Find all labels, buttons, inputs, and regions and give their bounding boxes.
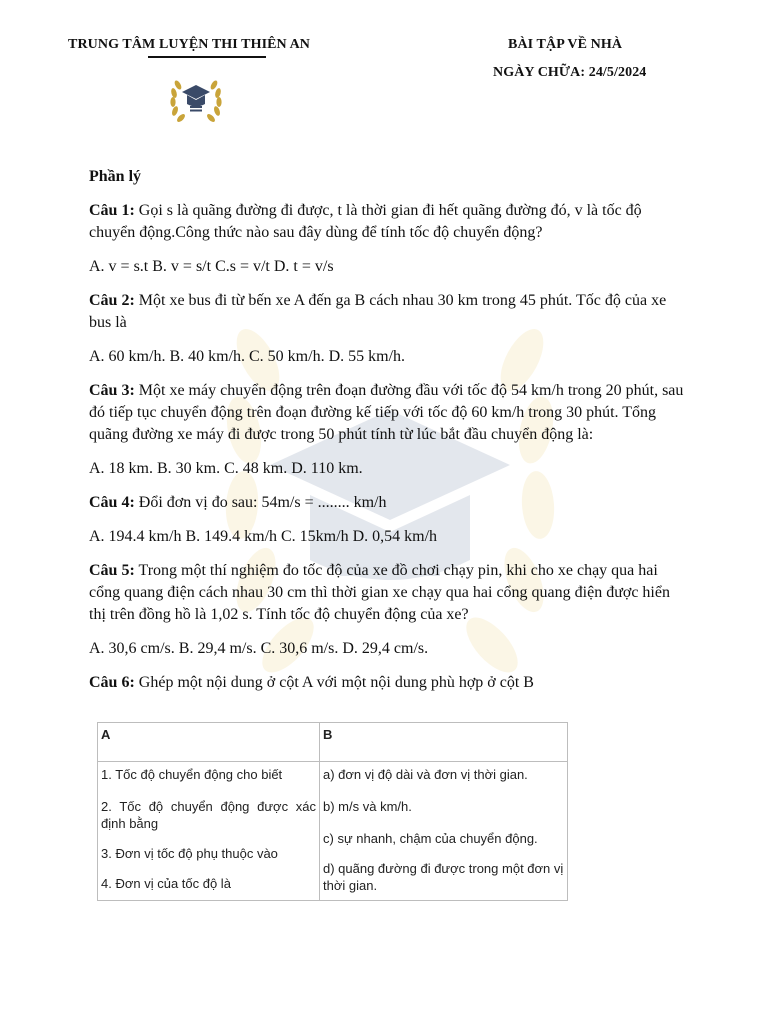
matching-table — [97, 722, 568, 901]
question-4 — [89, 492, 689, 514]
question-5 — [89, 560, 689, 626]
question-text: Trong một thí nghiệm đo tốc độ của xe đồ chơi chạy pin, khi cho xe chạy qua hai cổng quang điện cách nhau 30 cm thì thời gian xe chạy qua hai cổng quang điện được hiển thị trên đồng hồ là 1,02 s. Tính tốc độ chuyển động của xe? — [89, 562, 670, 623]
center-name: TRUNG TÂM LUYỆN THI THIÊN AN — [68, 37, 311, 52]
question-label: Câu 2: — [89, 292, 135, 309]
column-a-item: 2. Tốc độ chuyển động được xác định bằng — [101, 799, 316, 831]
question-3-options: A. 18 km. B. 30 km. C. 48 km. D. 110 km. — [89, 460, 363, 477]
center-logo-image — [166, 76, 226, 126]
column-a-item: 4. Đơn vị của tốc độ là — [101, 876, 231, 891]
question-label: Câu 1: — [89, 202, 135, 219]
correction-date: NGÀY CHỮA: 24/5/2024 — [493, 65, 647, 80]
column-a-item: 1. Tốc độ chuyển động cho biết — [101, 767, 283, 782]
question-label: Câu 4: — [89, 494, 135, 511]
question-1-options: A. v = s.t B. v = s/t C.s = v/t D. t = v/s — [89, 258, 334, 275]
question-label: Câu 6: — [89, 674, 135, 691]
center-name-underline — [148, 56, 266, 58]
column-a-header: A — [98, 723, 320, 762]
question-5-options: A. 30,6 cm/s. B. 29,4 m/s. C. 30,6 m/s. D. 29,4 cm/s. — [89, 640, 429, 657]
column-b-item: c) sự nhanh, chậm của chuyển động. — [323, 831, 538, 846]
question-4-options: A. 194.4 km/h B. 149.4 km/h C. 15km/h D. 0,54 km/h — [89, 528, 438, 545]
question-1 — [89, 200, 689, 244]
question-text: Gọi s là quãng đường đi được, t là thời gian đi hết quãng đường đó, v là tốc độ chuyển động.Công thức nào sau đây dùng để tính tốc độ chuyển động? — [89, 202, 642, 241]
column-a-item: 3. Đơn vị tốc độ phụ thuộc vào — [101, 846, 278, 861]
column-a-cell — [98, 762, 320, 901]
question-6 — [89, 672, 689, 694]
section-title: Phần lý — [89, 168, 142, 185]
column-b-item: a) đơn vị độ dài và đơn vị thời gian. — [323, 767, 528, 782]
question-3 — [89, 380, 689, 446]
column-b-item: d) quãng đường đi được trong một đơn vị thời gian. — [323, 861, 564, 893]
document-type: BÀI TẬP VỀ NHÀ — [508, 37, 623, 52]
question-2-options: A. 60 km/h. B. 40 km/h. C. 50 km/h. D. 55 km/h. — [89, 348, 406, 365]
column-b-item: b) m/s và km/h. — [323, 799, 412, 814]
column-b-header: B — [320, 723, 568, 762]
question-list — [89, 166, 689, 706]
question-2 — [89, 290, 689, 334]
question-label: Câu 3: — [89, 382, 135, 399]
question-label: Câu 5: — [89, 562, 135, 579]
question-text: Ghép một nội dung ở cột A với một nội dung phù hợp ở cột B — [138, 674, 534, 691]
question-text: Một xe máy chuyển động trên đoạn đường đầu với tốc độ 54 km/h trong 20 phút, sau đó tiếp tục chuyển động trên đoạn đường kế tiếp với tốc độ 60 km/h trong 30 phút. Tổng quãng đường xe máy đi được trong 50 phút tính từ lúc bắt đầu chuyển động là: — [89, 382, 684, 443]
column-b-cell — [320, 762, 568, 901]
question-text: Đổi đơn vị đo sau: 54m/s = ........ km/h — [138, 494, 387, 511]
question-text: Một xe bus đi từ bến xe A đến ga B cách nhau 30 km trong 45 phút. Tốc độ của xe bus là — [89, 292, 667, 331]
